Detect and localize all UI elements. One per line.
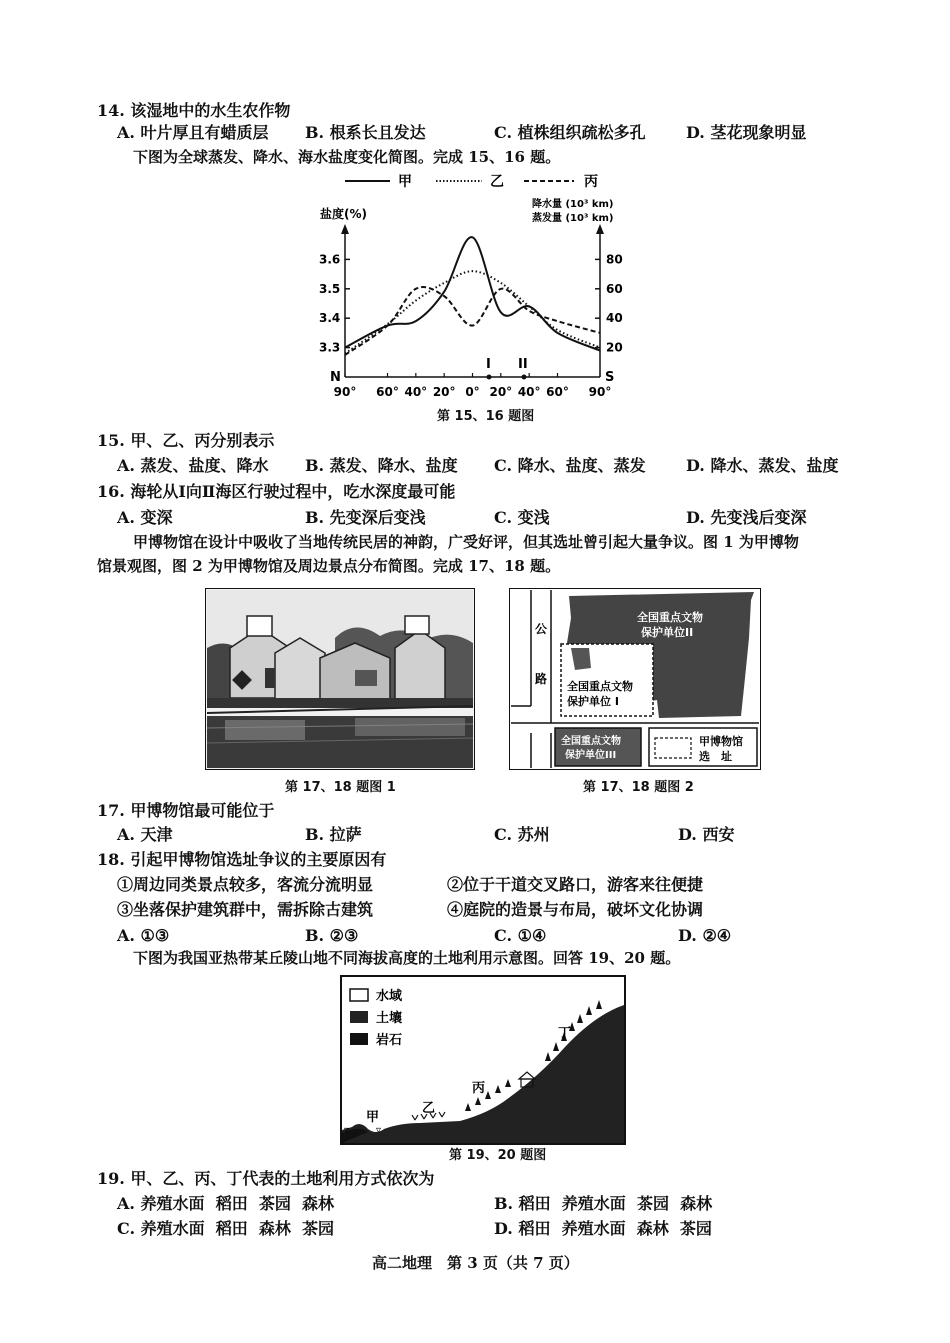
q15-option-a: A. 蒸发、盐度、降水 [117, 456, 269, 475]
q19-option-b: B. 稻田 养殖水面 茶园 森林 [494, 1194, 713, 1213]
series-yi [345, 271, 600, 353]
legend-museum-2: 选 址 [699, 750, 732, 763]
fig2-caption: 第 17、18 题图 2 [583, 780, 694, 795]
unit2-label-1: 全国重点文物 [637, 611, 703, 624]
q15-option-c: C. 降水、盐度、蒸发 [494, 456, 646, 475]
fig1-caption: 第 17、18 题图 1 [285, 780, 396, 795]
q19-stem: 19. 甲、乙、丙、丁代表的土地利用方式依次为 [97, 1169, 435, 1188]
page-footer: 高二地理 第 3 页（共 7 页） [372, 1254, 579, 1272]
right-axis-title-2: 蒸发量 (10³ km) [532, 213, 614, 224]
x-tick-label: 60° [546, 385, 569, 399]
intro-17-18-line1: 甲博物馆在设计中吸收了当地传统民居的神韵，广受好评，但其选址曾引起大量争议。图 1 为甲博物 [133, 533, 799, 551]
q18-option-d: D. ②④ [678, 926, 732, 945]
q15-stem: 15. 甲、乙、丙分别表示 [97, 431, 275, 450]
q19-option-d: D. 稻田 养殖水面 森林 茶园 [494, 1219, 712, 1238]
svg-text:▿: ▿ [376, 1125, 382, 1136]
q18-item-3: ③坐落保护建筑群中，需拆除古建筑 [117, 900, 374, 919]
label-ding: 丁 [558, 1026, 572, 1041]
intro-15-16: 下图为全球蒸发、降水、海水盐度变化简图。完成 15、16 题。 [133, 148, 561, 166]
legend-soil: 土壤 [376, 1011, 403, 1026]
q14-option-d: D. 茎花现象明显 [686, 123, 807, 142]
label-yi: 乙 [422, 1101, 436, 1116]
s-label: S [605, 370, 615, 385]
q17-stem: 17. 甲博物馆最可能位于 [97, 801, 275, 820]
left-tick-label: 3.6 [319, 252, 341, 267]
legend-water: 水域 [376, 989, 403, 1004]
q18-item-1: ①周边同类景点较多，客流分流明显 [117, 875, 374, 894]
q18-item-2: ②位于干道交叉路口，游客来往便捷 [447, 875, 704, 894]
unit1-label-1: 全国重点文物 [567, 680, 633, 693]
q14-stem: 14. 该湿地中的水生农作物 [97, 101, 291, 120]
q16-option-d: D. 先变浅后变深 [686, 508, 807, 527]
x-tick-label: 60° [376, 385, 399, 399]
q18-option-a: A. ①③ [117, 926, 170, 945]
q16-option-c: C. 变浅 [494, 508, 550, 527]
q17-option-c: C. 苏州 [494, 825, 550, 844]
unit2-label-2: 保护单位II [641, 626, 694, 639]
unit1-label-2: 保护单位 I [567, 695, 619, 708]
q19-option-a: A. 养殖水面 稻田 茶园 森林 [117, 1194, 334, 1213]
legend-label-yi: 乙 [490, 174, 504, 190]
museum-photo [205, 588, 475, 770]
road-label-1: 公 [535, 622, 548, 636]
land-use-diagram [340, 975, 626, 1145]
x-tick-label: 20° [432, 385, 456, 399]
chart1-caption: 第 15、16 题图 [437, 409, 535, 424]
label-bing: 丙 [472, 1081, 486, 1096]
intro-17-18-line2: 馆景观图，图 2 为甲博物馆及周边景点分布简图。完成 17、18 题。 [97, 557, 561, 575]
q17-option-d: D. 西安 [678, 825, 735, 844]
q18-option-b: B. ②③ [305, 926, 359, 945]
q16-option-a: A. 变深 [117, 508, 173, 527]
right-tick-label: 60 [606, 281, 623, 296]
x-tick-label: 20° [489, 385, 513, 399]
label-jia: 甲 [366, 1110, 380, 1125]
q15-option-b: B. 蒸发、降水、盐度 [305, 456, 458, 475]
road-label-2: 路 [535, 672, 548, 686]
left-tick-label: 3.4 [319, 311, 341, 326]
q16-option-b: B. 先变深后变浅 [305, 508, 426, 527]
x-tick-label: 40° [517, 385, 541, 399]
right-tick-label: 40 [606, 311, 623, 326]
q16-stem: 16. 海轮从Ⅰ向Ⅱ海区行驶过程中，吃水深度最可能 [97, 482, 456, 501]
q18-stem: 18. 引起甲博物馆选址争议的主要原因有 [97, 850, 387, 869]
legend-label-jia: 甲 [398, 174, 412, 190]
legend-rock: 岩石 [376, 1033, 403, 1048]
q15-option-d: D. 降水、蒸发、盐度 [686, 456, 839, 475]
q14-option-a: A. 叶片厚且有蜡质层 [117, 123, 269, 142]
museum-map [509, 588, 761, 770]
q17-option-b: B. 拉萨 [305, 825, 362, 844]
left-axis-title: 盐度(%) [320, 207, 367, 221]
left-tick-label: 3.5 [319, 281, 341, 296]
series-jia [345, 237, 600, 350]
q17-option-a: A. 天津 [117, 825, 173, 844]
unit3-label-1: 全国重点文物 [561, 736, 621, 747]
left-tick-label: 3.3 [319, 340, 341, 355]
q18-item-4: ④庭院的造景与布局，破坏文化协调 [447, 900, 704, 919]
fig3-caption: 第 19、20 题图 [449, 1148, 547, 1163]
series-bing [345, 287, 600, 355]
x-tick-label: 0° [465, 385, 480, 399]
n-label: N [330, 370, 341, 385]
x-tick-label: 40° [404, 385, 428, 399]
legend-museum-1: 甲博物馆 [699, 735, 743, 748]
marker-1: I [486, 357, 491, 372]
q14-option-c: C. 植株组织疏松多孔 [494, 123, 646, 142]
x-tick-label: 90° [333, 385, 357, 399]
right-tick-label: 20 [606, 340, 623, 355]
svg-text:▿: ▿ [344, 1125, 350, 1136]
unit3-label-2: 保护单位III [565, 750, 617, 761]
right-axis-title-1: 降水量 (10³ km) [532, 199, 614, 210]
q14-option-b: B. 根系长且发达 [305, 123, 426, 142]
marker-2: II [518, 357, 528, 372]
q18-option-c: C. ①④ [494, 926, 547, 945]
x-tick-label: 90° [588, 385, 612, 399]
q19-option-c: C. 养殖水面 稻田 森林 茶园 [117, 1219, 335, 1238]
salinity-chart [300, 170, 660, 402]
intro-19-20: 下图为我国亚热带某丘陵山地不同海拔高度的土地利用示意图。回答 19、20 题。 [133, 949, 681, 967]
right-tick-label: 80 [606, 252, 623, 267]
legend-label-bing: 丙 [584, 174, 598, 190]
